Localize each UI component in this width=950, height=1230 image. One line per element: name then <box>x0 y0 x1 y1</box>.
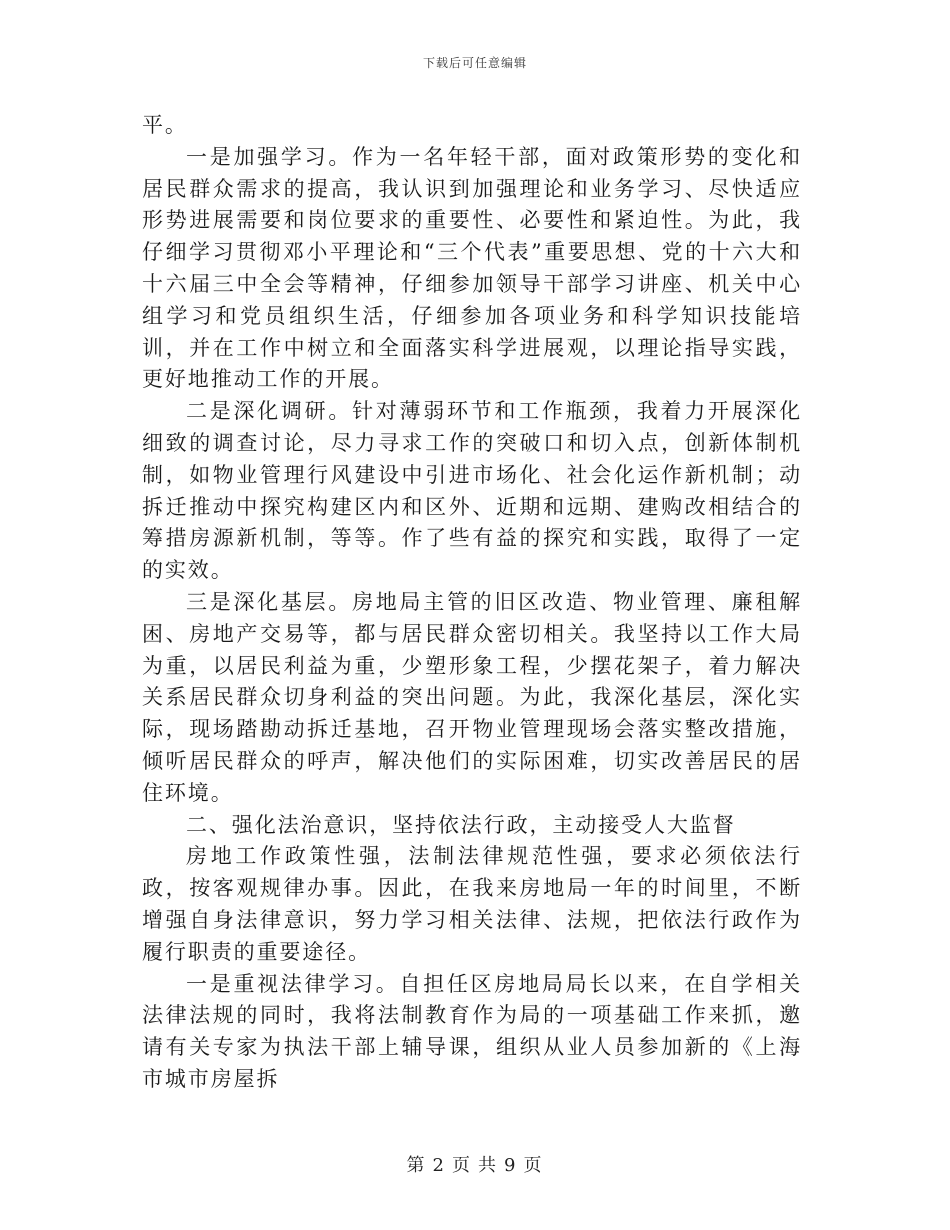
paragraph: 一是重视法律学习。自担任区房地局局长以来，在自学相关法律法规的同时，我将法制教育作为局的一项基础工作来抓，邀请有关专家为执法干部上辅导课，组织从业人员参加新的《上海市城市房屋拆 <box>142 971 802 1091</box>
section-heading: 二、强化法治意识，坚持依法行政，主动接受人大监督 <box>186 812 736 837</box>
paragraph: 平。 <box>142 113 188 137</box>
paragraph: 一是加强学习。作为一名年轻干部，面对政策形势的变化和居民群众需求的提高，我认识到加强理论和业务学习、尽快适应形势进展需要和岗位要求的重要性、必要性和紧迫性。为此，我仔细学习贯彻邓小平理论和“三个代表”重要思想、党的十六大和十六届三中全会等精神，仔细参加领导干部学习讲座、机关中心组学习和党员组织生活，仔细参加各项业务和科学知识技能培训，并在工作中树立和全面落实科学进展观，以理论指导实践，更好地推动工作的开展。 <box>142 144 802 392</box>
paragraph: 房地工作政策性强，法制法律规范性强，要求必须依法行政，按客观规律办事。因此，在我来房地局一年的时间里，不断增强自身法律意识，努力学习相关法律、法规，把依法行政作为履行职责的重要途径。 <box>142 844 802 964</box>
total-page-number: 9 <box>504 1155 518 1176</box>
footer-page-word: 页 <box>452 1155 472 1176</box>
page-number-footer <box>0 1151 950 1177</box>
document-body <box>142 110 802 1096</box>
footer-prefix: 第 <box>406 1155 427 1176</box>
footer-suffix: 页 <box>523 1155 544 1176</box>
header-note: 下载后可任意编辑 <box>422 56 527 70</box>
paragraph: 三是深化基层。房地局主管的旧区改造、物业管理、廉租解困、房地产交易等，都与居民群众密切相关。我坚持以工作大局为重，以居民利益为重，少塑形象工程，少摆花架子，着力解决关系居民群众切身利益的突出问题。为此，我深化基层，深化实际，现场踏勘动拆迁基地，召开物业管理现场会落实整改措施，倾听居民群众的呼声，解决他们的实际困难，切实改善居民的居住环境。 <box>142 589 802 805</box>
current-page-number: 2 <box>432 1155 446 1176</box>
footer-total-word: 共 <box>478 1155 498 1176</box>
paragraph: 二是深化调研。针对薄弱环节和工作瓶颈，我着力开展深化细致的调查讨论，尽力寻求工作的突破口和切入点，创新体制机制，如物业管理行风建设中引进市场化、社会化运作新机制；动拆迁推动中探究构建区内和区外、近期和远期、建购改相结合的筹措房源新机制，等等。作了些有益的探究和实践，取得了一定的实效。 <box>142 399 802 583</box>
